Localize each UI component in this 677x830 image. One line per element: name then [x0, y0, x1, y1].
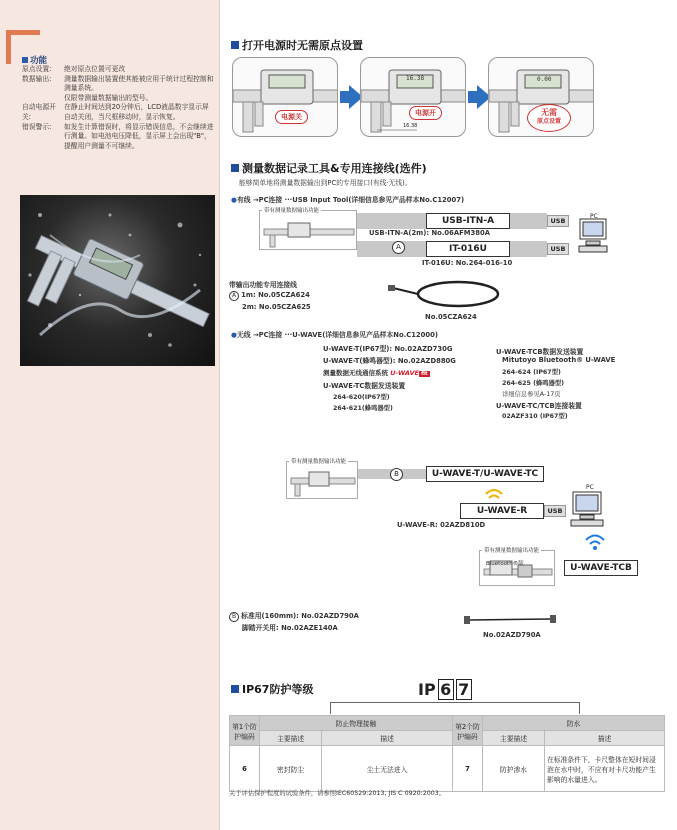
header-cell: 描述	[545, 731, 665, 746]
uwave-t-ip67: U-WAVE-T(IP67型): No.02AZD730G	[323, 345, 453, 353]
header-cell: 描述	[322, 731, 453, 746]
ip-code	[418, 679, 472, 700]
table-row	[230, 716, 665, 731]
circle-b-marker: B	[229, 612, 239, 622]
no-origin-badge	[527, 104, 571, 132]
function-list	[22, 65, 214, 151]
header-cell: 防水	[483, 716, 665, 731]
cable-2m: 2m: No.05CZA625	[242, 303, 311, 311]
uwave-t-tc-label: U-WAVE-T/U-WAVE-TC	[426, 466, 544, 482]
bluetooth-signal-icon	[583, 531, 607, 551]
usb-itn-number: USB-ITN-A(2m): No.06AFM380A	[369, 229, 490, 237]
table-cell: 6	[230, 746, 260, 792]
cable-1m: A 1m: No.05CZA624	[229, 291, 310, 301]
uwave-t-buzzer: U-WAVE-T(蜂鸣器型): No.02AZD880G	[323, 357, 456, 365]
tc-620: 264-620(IP67型)	[333, 394, 390, 401]
ip-footnote: 关于评估保护程度的试验条件，请参照IEC60529:2013, JIS C 0920:2003。	[229, 790, 446, 797]
step-power-on	[360, 57, 466, 137]
lcd-reading: 0.00	[537, 76, 552, 83]
wireless-heading: ●无线 →PC连接 ···U-WAVE(详细信息参见产品样本No.C12000)	[231, 331, 438, 339]
table-row	[230, 731, 665, 746]
dimension-reading: 16.38	[403, 123, 418, 129]
function-row: 错误警示: 如发生计算错误时，将显示错误信息，不会继续进行测量。如电池电压降低，显示屏上会出现"B"，提醒用户测量不可继续。	[22, 122, 214, 150]
power-on-label: 电源开	[409, 106, 442, 120]
bluetooth-caption: Bluetooth®版	[486, 561, 524, 567]
ip-bracket	[330, 702, 580, 714]
function-row: 数据输出: 测量数据输出装置使其能被应用于统计过程控制和测量系统。	[22, 74, 214, 93]
caliper-device-wired	[259, 210, 357, 250]
tcb-heading: U-WAVE-TCB数据发送装置	[496, 348, 584, 356]
tcb-conn-heading: U-WAVE-TC/TCB连接装置	[496, 402, 582, 410]
usb-label: USB	[547, 243, 569, 255]
uwave-tcb-label: U-WAVE-TCB	[564, 560, 638, 576]
water-splash-caliper-photo	[20, 195, 215, 366]
table-cell: 密封防尘	[260, 746, 322, 792]
tc-621: 264-621(蜂鸣器型)	[333, 405, 393, 412]
circle-b-marker: B	[390, 468, 403, 481]
header-cell: 第2个防护编码	[453, 716, 483, 746]
tcb-brand: Mitutoyo Bluetooth® U-WAVE	[502, 356, 616, 364]
footswitch-cable: 脚踏开关用: No.02AZE140A	[242, 624, 338, 632]
caliper-caption: 带有测量数据输出功能	[264, 208, 320, 214]
pc-label: PC	[586, 484, 594, 491]
no-origin-label2: 原点设置	[536, 118, 561, 125]
table-cell: 尘土无法进入	[322, 746, 453, 792]
table-row	[230, 746, 665, 792]
short-cable-number: No.02AZD790A	[483, 631, 541, 639]
ip-prefix: IP	[418, 680, 436, 699]
ip-digit-1: 6	[438, 679, 454, 700]
function-row: 原点设置: 绝对原点位置可更改	[22, 65, 126, 73]
tcb-ref: 详细信息参见A-17页	[502, 391, 561, 398]
usb-label: USB	[547, 215, 569, 227]
short-cable-image	[464, 612, 556, 626]
function-title: 功能	[22, 54, 47, 66]
section-title-data-tools: 测量数据记录工具&专用连接线(选件)	[231, 160, 427, 176]
tcb-624: 264-624 (IP67型)	[502, 369, 561, 376]
circle-a-marker: A	[229, 291, 239, 301]
pc-label: PC	[590, 213, 598, 220]
caliper-device-wireless	[286, 461, 358, 499]
tcb-625: 264-625 (蜂鸣器型)	[502, 380, 565, 387]
sidebar	[0, 0, 219, 830]
caliper-caption: 带有测量数据输出功能	[291, 459, 347, 465]
it016u-number: IT-016U: No.264-016-10	[422, 259, 513, 267]
power-off-label: 电源关	[275, 110, 308, 124]
header-cell: 第1个防护编码	[230, 716, 260, 746]
header-cell: 主要描述	[260, 731, 322, 746]
uwave-r-number: U-WAVE-R: 02AZD810D	[397, 521, 486, 529]
no-origin-label1: 无需	[541, 108, 557, 117]
ip-table	[229, 715, 665, 792]
sidebar-divider	[219, 0, 220, 830]
uwave-r-label: U-WAVE-R	[460, 503, 544, 519]
wired-heading: ●有线 →PC连接 ···USB Input Tool(详细信息参见产品样本No.C12007)	[231, 196, 465, 204]
uwave-tc-heading: U-WAVE-TC数据发送装置	[323, 382, 406, 390]
tcb-conn-number: 02AZF310 (IP67型)	[502, 413, 568, 420]
cable-number: No.05CZA624	[425, 313, 477, 321]
section-title-ip67: IP67防护等级	[231, 681, 313, 697]
step-power-off	[232, 57, 338, 137]
usb-itn-label: USB-ITN-A	[426, 213, 510, 229]
caliper-caption: 带有测量数据输出功能	[484, 548, 540, 554]
cable-heading: 带输出功能专用连接线	[229, 281, 297, 289]
it016u-label: IT-016U	[426, 241, 510, 257]
table-cell: 防护渗水	[483, 746, 545, 792]
circle-a-marker: A	[392, 241, 405, 254]
ip-digit-2: 7	[456, 679, 472, 700]
standard-cable: B 标准用(160mm): No.02AZD790A	[229, 610, 359, 622]
header-cell: 主要描述	[483, 731, 545, 746]
caliper-device-bluetooth	[479, 550, 555, 586]
uwave-system: 测量数据无线通信系统 U-WAVE fit	[323, 369, 428, 377]
data-tools-desc: 能够简单地将测量数据输出到PC的专用接口(有线·无线)。	[239, 179, 412, 187]
lcd-reading: 16.38	[406, 75, 425, 82]
cable-coil-image	[388, 276, 503, 312]
table-cell: 7	[453, 746, 483, 792]
wireless-signal-icon	[482, 484, 506, 504]
function-row: 仅限带测量数据输出的型号。	[64, 93, 153, 102]
usb-label: USB	[544, 505, 566, 517]
section-title-origin: 打开电源时无需原点设置	[231, 37, 363, 53]
step-no-origin	[488, 57, 594, 137]
table-cell: 在标准条件下，卡尺整体在短时间浸泡在水中时，不应有对卡尺功能产生影响的水量进入。	[545, 746, 665, 792]
function-row: 自动电源开关: 在静止时间达到20分钟后，LCD液晶数字显示屏自动关闭，当尺框移动时，显示恢复。	[22, 103, 209, 121]
header-cell: 防止物理接触	[260, 716, 453, 731]
